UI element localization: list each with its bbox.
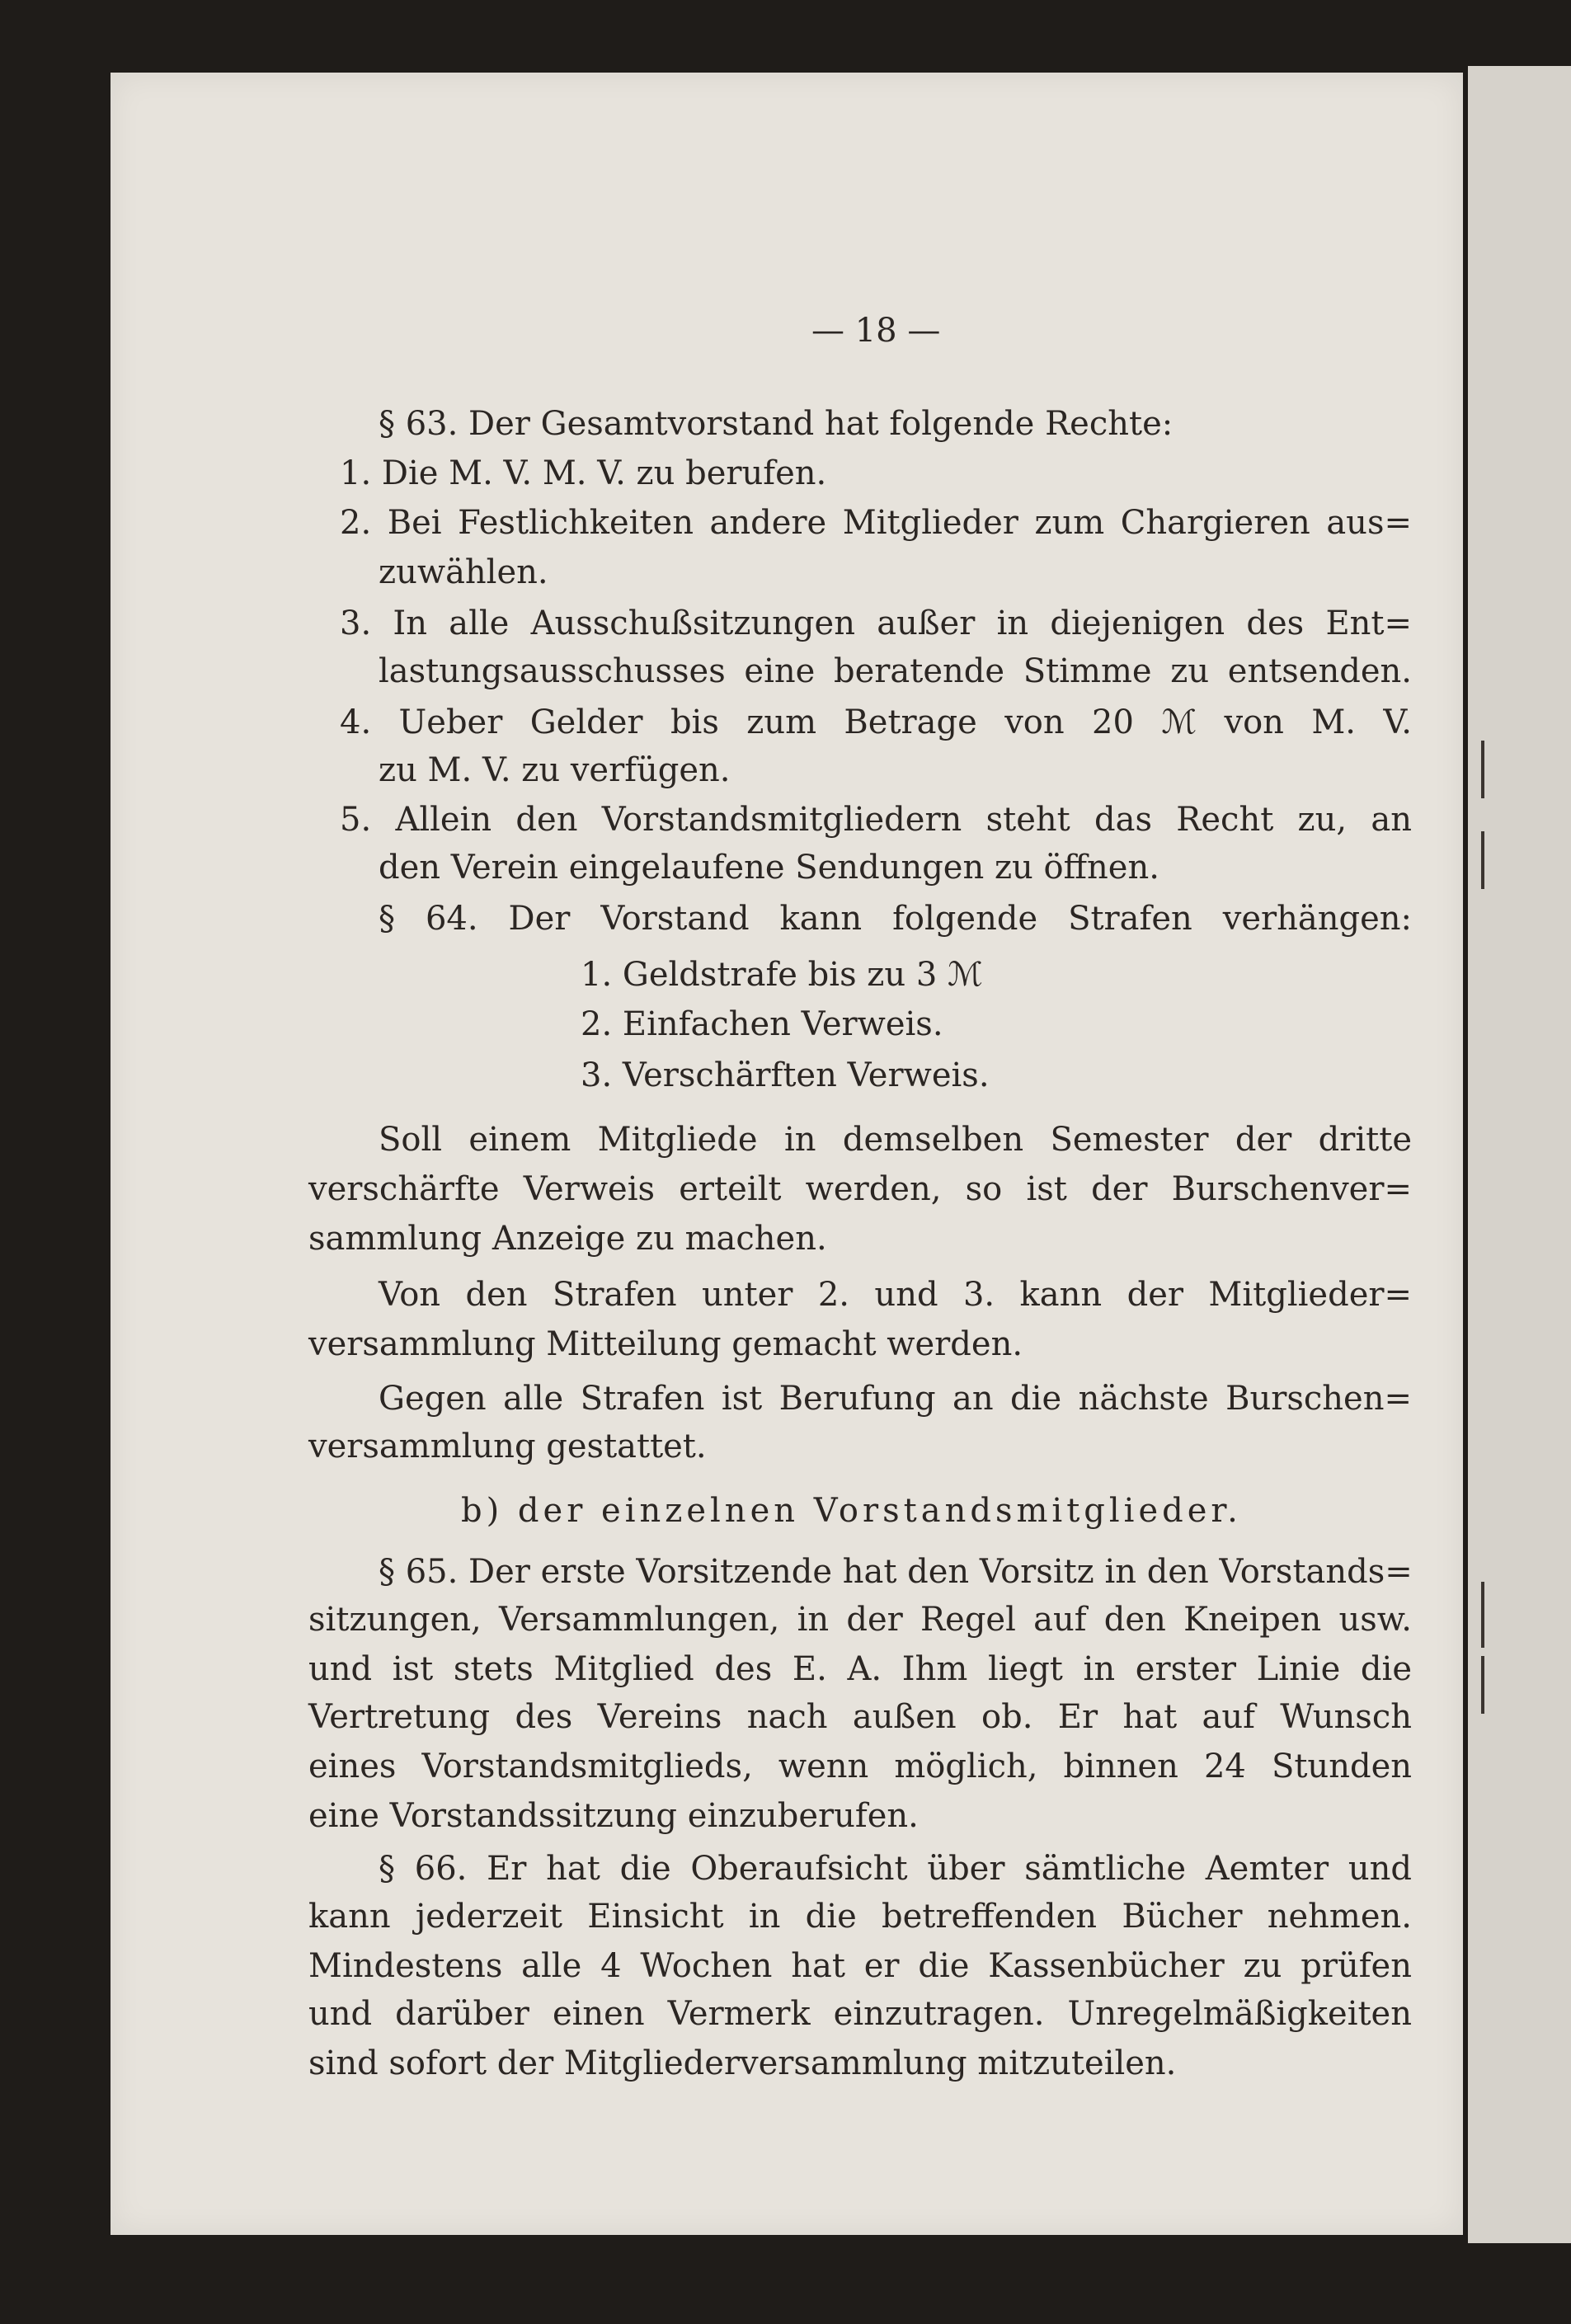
para63-item-3-cont: lastungsausschusses eine beratende Stimme zu entsenden. (379, 652, 1412, 690)
para63-item-2: 2. Bei Festlichkeiten andere Mitglieder zum Chargieren aus= (340, 504, 1412, 542)
para66-line2: kann jederzeit Einsicht in die betreffenden Bücher nehmen. (308, 1898, 1412, 1936)
para64-text3-line1: Gegen alle Strafen ist Berufung an die nächste Burschen= (379, 1380, 1412, 1418)
para64-header: § 64. Der Vorstand kann folgende Strafen verhängen: (379, 900, 1412, 938)
para64-text2-line2: versammlung Mitteilung gemacht werden. (308, 1325, 1023, 1363)
para66-line4: und darüber einen Vermerk einzutragen. Unregelmäßigkeiten (308, 1995, 1412, 2033)
book-page (111, 73, 1463, 2235)
adjacent-page-edge (1468, 66, 1571, 2243)
para64-text1-line2: verschärfte Verweis erteilt werden, so ist der Burschenver= (308, 1170, 1412, 1208)
para65-line6: eine Vorstandssitzung einzuberufen. (308, 1797, 919, 1835)
para63-item-2-cont: zuwählen. (379, 553, 548, 591)
para63-header: § 63. Der Gesamtvorstand hat folgende Rechte: (379, 405, 1174, 443)
para64-text1-line3: sammlung Anzeige zu machen. (308, 1220, 827, 1258)
para65-line5: eines Vorstandsmitglieds, wenn möglich, binnen 24 Stunden (308, 1748, 1412, 1785)
margin-mark (1481, 741, 1484, 798)
margin-mark (1481, 1582, 1484, 1648)
para64-text2-line1: Von den Strafen unter 2. und 3. kann der Mitglieder= (379, 1276, 1412, 1314)
para64-item-1: 1. Geldstrafe bis zu 3 ℳ (581, 956, 983, 994)
para64-item-2: 2. Einfachen Verweis. (581, 1005, 943, 1043)
para66-line5: sind sofort der Mitgliederversammlung mitzuteilen. (308, 2044, 1177, 2082)
para65-line1: § 65. Der erste Vorsitzende hat den Vorsitz in den Vorstands= (379, 1553, 1413, 1591)
para63-item-5: 5. Allein den Vorstandsmitgliedern steht das Recht zu, an (340, 801, 1412, 839)
para63-item-4-cont: zu M. V. zu verfügen. (379, 751, 731, 789)
para64-item-3: 3. Verschärften Verweis. (581, 1056, 990, 1094)
para65-line4: Vertretung des Vereins nach außen ob. Er hat auf Wunsch (308, 1698, 1412, 1736)
para63-item-5-cont: den Verein eingelaufene Sendungen zu öffnen. (379, 849, 1159, 887)
para63-item-3: 3. In alle Ausschußsitzungen außer in diejenigen des Ent= (340, 605, 1412, 642)
page-number: — 18 — (811, 312, 941, 350)
para65-line3: und ist stets Mitglied des E. A. Ihm liegt in erster Linie die (308, 1650, 1412, 1688)
section-b-heading: b) der einzelnen Vorstandsmitglieder. (461, 1492, 1242, 1530)
margin-mark (1481, 831, 1484, 889)
para64-text3-line2: versammlung gestattet. (308, 1428, 707, 1465)
para65-line2: sitzungen, Versammlungen, in der Regel auf den Kneipen usw. (308, 1601, 1412, 1639)
para63-item-4: 4. Ueber Gelder bis zum Betrage von 20 ℳ von M. V. (340, 703, 1412, 741)
para63-item-1: 1. Die M. V. M. V. zu berufen. (340, 454, 827, 492)
margin-mark (1481, 1656, 1484, 1714)
para66-line1: § 66. Er hat die Oberaufsicht über sämtliche Aemter und (379, 1850, 1412, 1888)
para66-line3: Mindestens alle 4 Wochen hat er die Kassenbücher zu prüfen (308, 1947, 1412, 1985)
para64-text1-line1: Soll einem Mitgliede in demselben Semester der dritte (379, 1121, 1412, 1159)
